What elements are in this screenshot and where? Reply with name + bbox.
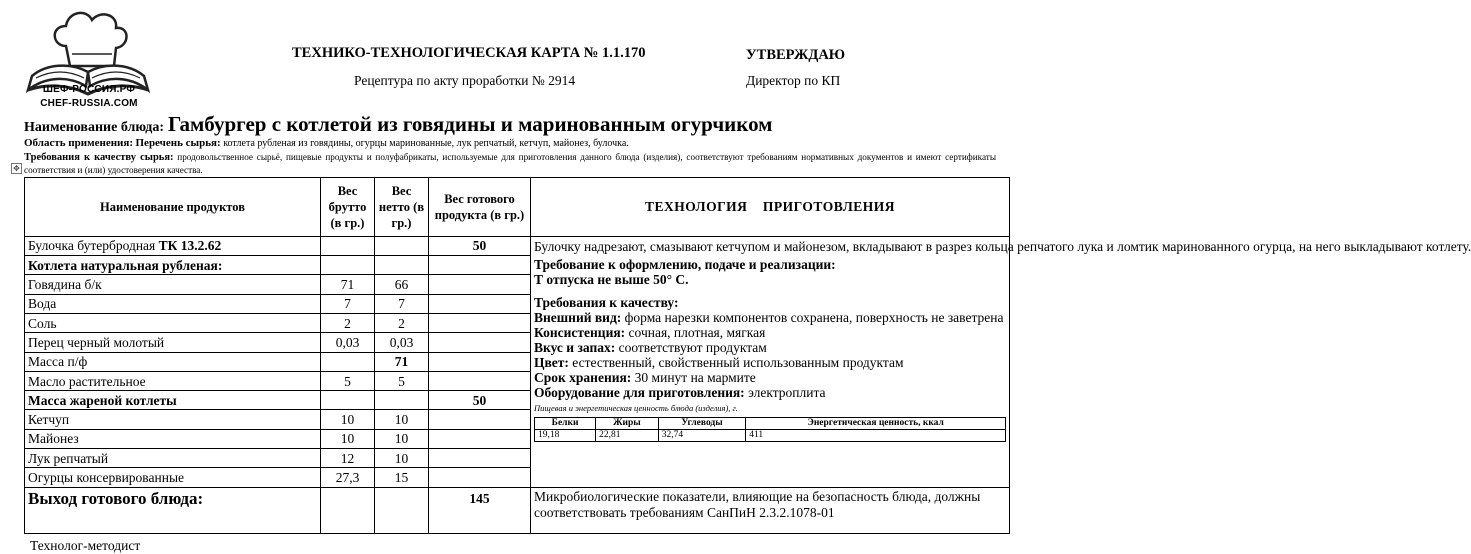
header-technology: ТЕХНОЛОГИЯ ПРИГОТОВЛЕНИЯ [531, 178, 1010, 237]
net-weight: 7 [375, 294, 429, 313]
nutrition-header-row [535, 417, 1006, 429]
logo-text-en: CHEF-RUSSIA.COM [40, 98, 138, 109]
exit-label: Выход готового блюда: [25, 487, 321, 533]
nutrition-table [534, 417, 1006, 442]
gross-weight: 2 [321, 313, 375, 332]
gross-weight: 10 [321, 410, 375, 429]
gross-weight [321, 256, 375, 275]
nutrition-header: Энергетическая ценность, ккал [746, 417, 1006, 429]
nutrition-value: 19,18 [535, 429, 596, 441]
req-text: продовольственное сырьё, пищевые продукты и полуфабрикаты, используемые для приготовления данного блюда (изделия), соответствуют требованиям нормативных документов и имеют сертификаты соответствия и (или) удостоверения качества. [24, 152, 996, 175]
net-weight: 66 [375, 275, 429, 294]
nutrition-value: 22,81 [596, 429, 659, 441]
output-weight [429, 352, 531, 371]
net-weight: 10 [375, 449, 429, 468]
product-name: Перец черный молотый [25, 333, 321, 352]
shelf-life: Срок хранения: 30 минут на мармите [534, 369, 756, 385]
raw-list-text: котлета рубленая из говядины, огурцы маринованные, лук репчатый, кетчуп, майонез, булочка. [223, 138, 629, 149]
nutrition-header: Жиры [596, 417, 659, 429]
quality-label: Требования к качеству: [534, 294, 679, 310]
dish-line [24, 112, 772, 137]
technology-cell [531, 236, 1471, 487]
output-weight [429, 410, 531, 429]
net-weight: 2 [375, 313, 429, 332]
gross-weight [321, 352, 375, 371]
net-weight: 5 [375, 371, 429, 390]
product-name: Огурцы консервированные [25, 468, 321, 487]
nutrition-header: Углеводы [658, 417, 746, 429]
taste: Вкус и запах: соответствуют продуктам [534, 339, 767, 355]
nutrition-value: 411 [746, 429, 1006, 441]
header-net: Вес нетто (в гр.) [375, 178, 429, 237]
output-weight [429, 256, 531, 275]
approve-label: УТВЕРЖДАЮ [746, 47, 846, 63]
gross-weight: 12 [321, 449, 375, 468]
table-row [25, 236, 1010, 255]
serving-label: Требование к оформлению, подаче и реализации: [534, 256, 836, 272]
product-name: Масло растительное [25, 371, 321, 390]
header-gross: Вес брутто (в гр.) [321, 178, 375, 237]
director-label: Директор по КП [746, 73, 841, 88]
gross-weight [321, 391, 375, 410]
output-weight [429, 468, 531, 487]
output-weight [429, 333, 531, 352]
nutrition-caption: Пищевая и энергетическая ценность блюда (изделия), г. [534, 402, 738, 413]
gross-weight [321, 236, 375, 255]
gross-weight: 71 [321, 275, 375, 294]
consistency: Консистенция: сочная, плотная, мягкая [534, 324, 766, 340]
output-weight [429, 275, 531, 294]
output-weight [429, 313, 531, 332]
exit-net [375, 487, 429, 533]
appearance: Внешний вид: форма нарезки компонентов сохранена, поверхность не заветрена [534, 309, 1004, 325]
product-name: Соль [25, 313, 321, 332]
product-name: Масса п/ф [25, 352, 321, 371]
technologist-label: Технолог-методист [30, 538, 141, 553]
color: Цвет: естественный, свойственный использованным продуктам [534, 354, 904, 370]
technology-text: Булочку надрезают, смазывают кетчупом и майонезом, вкладывают в разрез кольца репчатого лука и ломтик маринованного огурца, на него выкладывают котлету. [534, 238, 1471, 254]
output-weight [429, 429, 531, 448]
tech-card-table [24, 177, 1471, 534]
product-name: Булочка бутербродная ТК 13.2.62 [25, 236, 321, 255]
net-weight: 15 [375, 468, 429, 487]
exit-value: 145 [429, 487, 531, 533]
output-weight [429, 449, 531, 468]
table-header-row [25, 178, 1010, 237]
product-name: Котлета натуральная рубленая: [25, 256, 321, 275]
net-weight: 0,03 [375, 333, 429, 352]
gross-weight: 27,3 [321, 468, 375, 487]
product-name: Майонез [25, 429, 321, 448]
gross-weight: 5 [321, 371, 375, 390]
req-label: Требования к качеству сырья: [24, 152, 174, 163]
exit-gross [321, 487, 375, 533]
net-weight [375, 236, 429, 255]
micro-requirements: Микробиологические показатели, влияющие на безопасность блюда, должны соответствовать требованиям СанПиН 2.3.2.1078-01 [531, 487, 1010, 533]
equipment: Оборудование для приготовления: электроплита [534, 384, 826, 400]
net-weight: 10 [375, 410, 429, 429]
net-weight [375, 256, 429, 275]
gross-weight: 10 [321, 429, 375, 448]
area-of-application [24, 137, 629, 149]
output-weight: 50 [429, 391, 531, 410]
document-title: ТЕХНИКО-ТЕХНОЛОГИЧЕСКАЯ КАРТА № 1.1.170 [292, 45, 646, 61]
table-move-handle-icon[interactable]: ✥ [11, 163, 22, 174]
nutrition-value: 32,74 [658, 429, 746, 441]
output-weight [429, 371, 531, 390]
header-output: Вес готового продукта (в гр.) [429, 178, 531, 237]
logo-text-ru: ШЕФ-РОССИЯ.РФ [42, 84, 136, 95]
nutrition-header: Белки [535, 417, 596, 429]
gross-weight: 7 [321, 294, 375, 313]
net-weight: 10 [375, 429, 429, 448]
output-weight: 50 [429, 236, 531, 255]
exit-row [25, 487, 1010, 533]
raw-list-label: Перечень сырья: [135, 137, 221, 149]
gross-weight: 0,03 [321, 333, 375, 352]
product-name: Вода [25, 294, 321, 313]
product-name: Говядина б/к [25, 275, 321, 294]
nutrition-values-row [535, 429, 1006, 441]
header-product: Наименование продуктов [25, 178, 321, 237]
dish-name: Гамбургер с котлетой из говядины и маринованным огурчиком [167, 112, 773, 136]
product-name: Масса жареной котлеты [25, 391, 321, 410]
raw-quality-requirements [24, 151, 996, 176]
serving-temp: Т отпуска не выше 50° С. [534, 271, 689, 287]
recipe-act: Рецептура по акту проработки № 2914 [354, 73, 576, 88]
output-weight [429, 294, 531, 313]
product-name: Кетчуп [25, 410, 321, 429]
net-weight: 71 [375, 352, 429, 371]
area-label: Область применения: [24, 137, 133, 149]
product-name: Лук репчатый [25, 449, 321, 468]
dish-label: Наименование блюда: [24, 120, 164, 135]
net-weight [375, 391, 429, 410]
